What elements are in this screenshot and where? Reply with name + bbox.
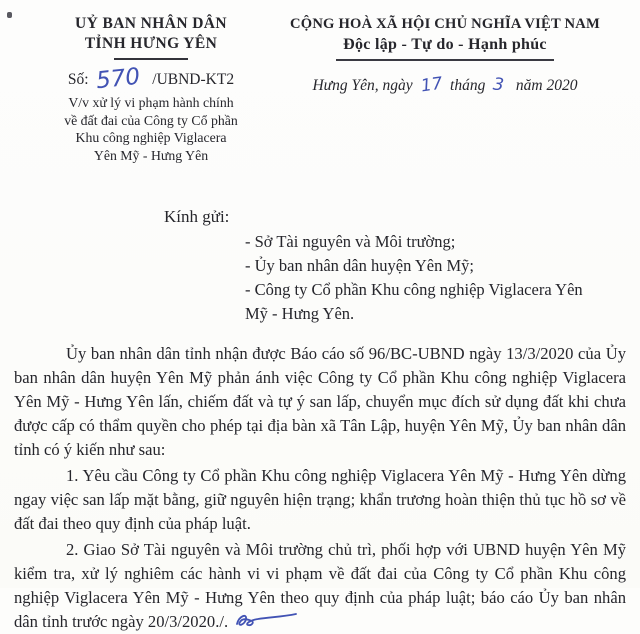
document-number-label: Số: <box>67 71 89 88</box>
handwritten-paraph-squiggle <box>232 611 298 631</box>
handwritten-day: 17 <box>419 73 444 96</box>
recipient-item: - Sở Tài nguyên và Môi trường; <box>245 232 456 251</box>
issuer-name-line2: TỈNH HƯNG YÊN <box>84 35 218 52</box>
subject-block <box>12 94 290 164</box>
date-thang-label: tháng <box>450 76 486 94</box>
salutation-label: Kính gửi: <box>164 207 230 226</box>
body-paragraph-point1: 1. Yêu cầu Công ty Cổ phần Khu công nghiệp Viglacera Yên Mỹ - Hưng Yên dừng ngay việc san lấp mặt bằng, giữ nguyên hiện trạng; khẩn trương hoàn thiện thủ tục hồ sơ về đất đai theo quy định của pháp luật. <box>14 466 626 533</box>
body-paragraph-point2-text: 2. Giao Sở Tài nguyên và Môi trường chủ trì, phối hợp với UBND huyện Yên Mỹ kiểm tra, xử lý nghiêm các hành vi vi phạm về đất đai của Công ty Cổ phần Khu công nghiệp Viglacera Yên Mỹ - Hưng Yên theo quy định của pháp luật; báo cáo Ủy ban nhân dân tỉnh trước ngày 20/3/2020./. <box>14 540 626 631</box>
subject-line2: về đất đai của Công ty Cổ phần <box>64 112 238 128</box>
recipients-list <box>245 230 605 326</box>
document-number-line <box>12 63 290 95</box>
document-number-suffix: /UBND-KT2 <box>152 71 235 88</box>
body-paragraph-point2 <box>14 538 626 634</box>
body-paragraph-intro: Ủy ban nhân dân tỉnh nhận được Báo cáo số 96/BC-UBND ngày 13/3/2020 của Ủy ban nhân dân huyện Yên Mỹ phản ánh việc Công ty Cổ phần Khu công nghiệp Viglacera Yên Mỹ - Hưng Yên lấn, chiếm đất và tự ý san lấp, chuyển mục đích sử dụng đất khi chưa được cấp có thẩm quyền cho phép tại địa bàn xã Tân Lập, huyện Yên Mỹ, Ủy ban nhân dân tỉnh có ý kiến như sau: <box>14 344 626 459</box>
date-prefix: Hưng Yên, ngày <box>312 76 413 94</box>
recipient-item: - Công ty Cổ phần Khu công nghiệp Viglacera Yên Mỹ - Hưng Yên. <box>245 280 583 323</box>
issuer-name-line1: UỶ BAN NHÂN DÂN <box>75 15 227 32</box>
handwritten-document-number: 570 <box>95 63 142 95</box>
national-motto-line2: Độc lập - Tự do - Hạnh phúc <box>343 36 547 53</box>
date-suffix: năm 2020 <box>515 76 578 94</box>
issuer-block <box>12 10 290 164</box>
document-body <box>12 342 628 634</box>
motto-underline <box>336 59 554 61</box>
subject-line3: Khu công nghiệp Viglacera <box>75 130 227 145</box>
date-line <box>290 75 600 96</box>
handwritten-month: 3 <box>492 73 506 96</box>
national-motto-line1: CỘNG HOÀ XÃ HỘI CHỦ NGHĨA VIỆT NAM <box>290 16 600 32</box>
subject-line4: Yên Mỹ - Hưng Yên <box>93 147 209 163</box>
subject-line1: V/v xử lý vi phạm hành chính <box>68 95 234 110</box>
scan-artifact <box>7 12 12 18</box>
issuer-underline <box>114 58 188 60</box>
national-header-block <box>290 10 628 96</box>
document-header <box>12 10 628 164</box>
recipient-item: - Ủy ban nhân dân huyện Yên Mỹ; <box>245 256 474 275</box>
salutation-section <box>12 206 628 326</box>
